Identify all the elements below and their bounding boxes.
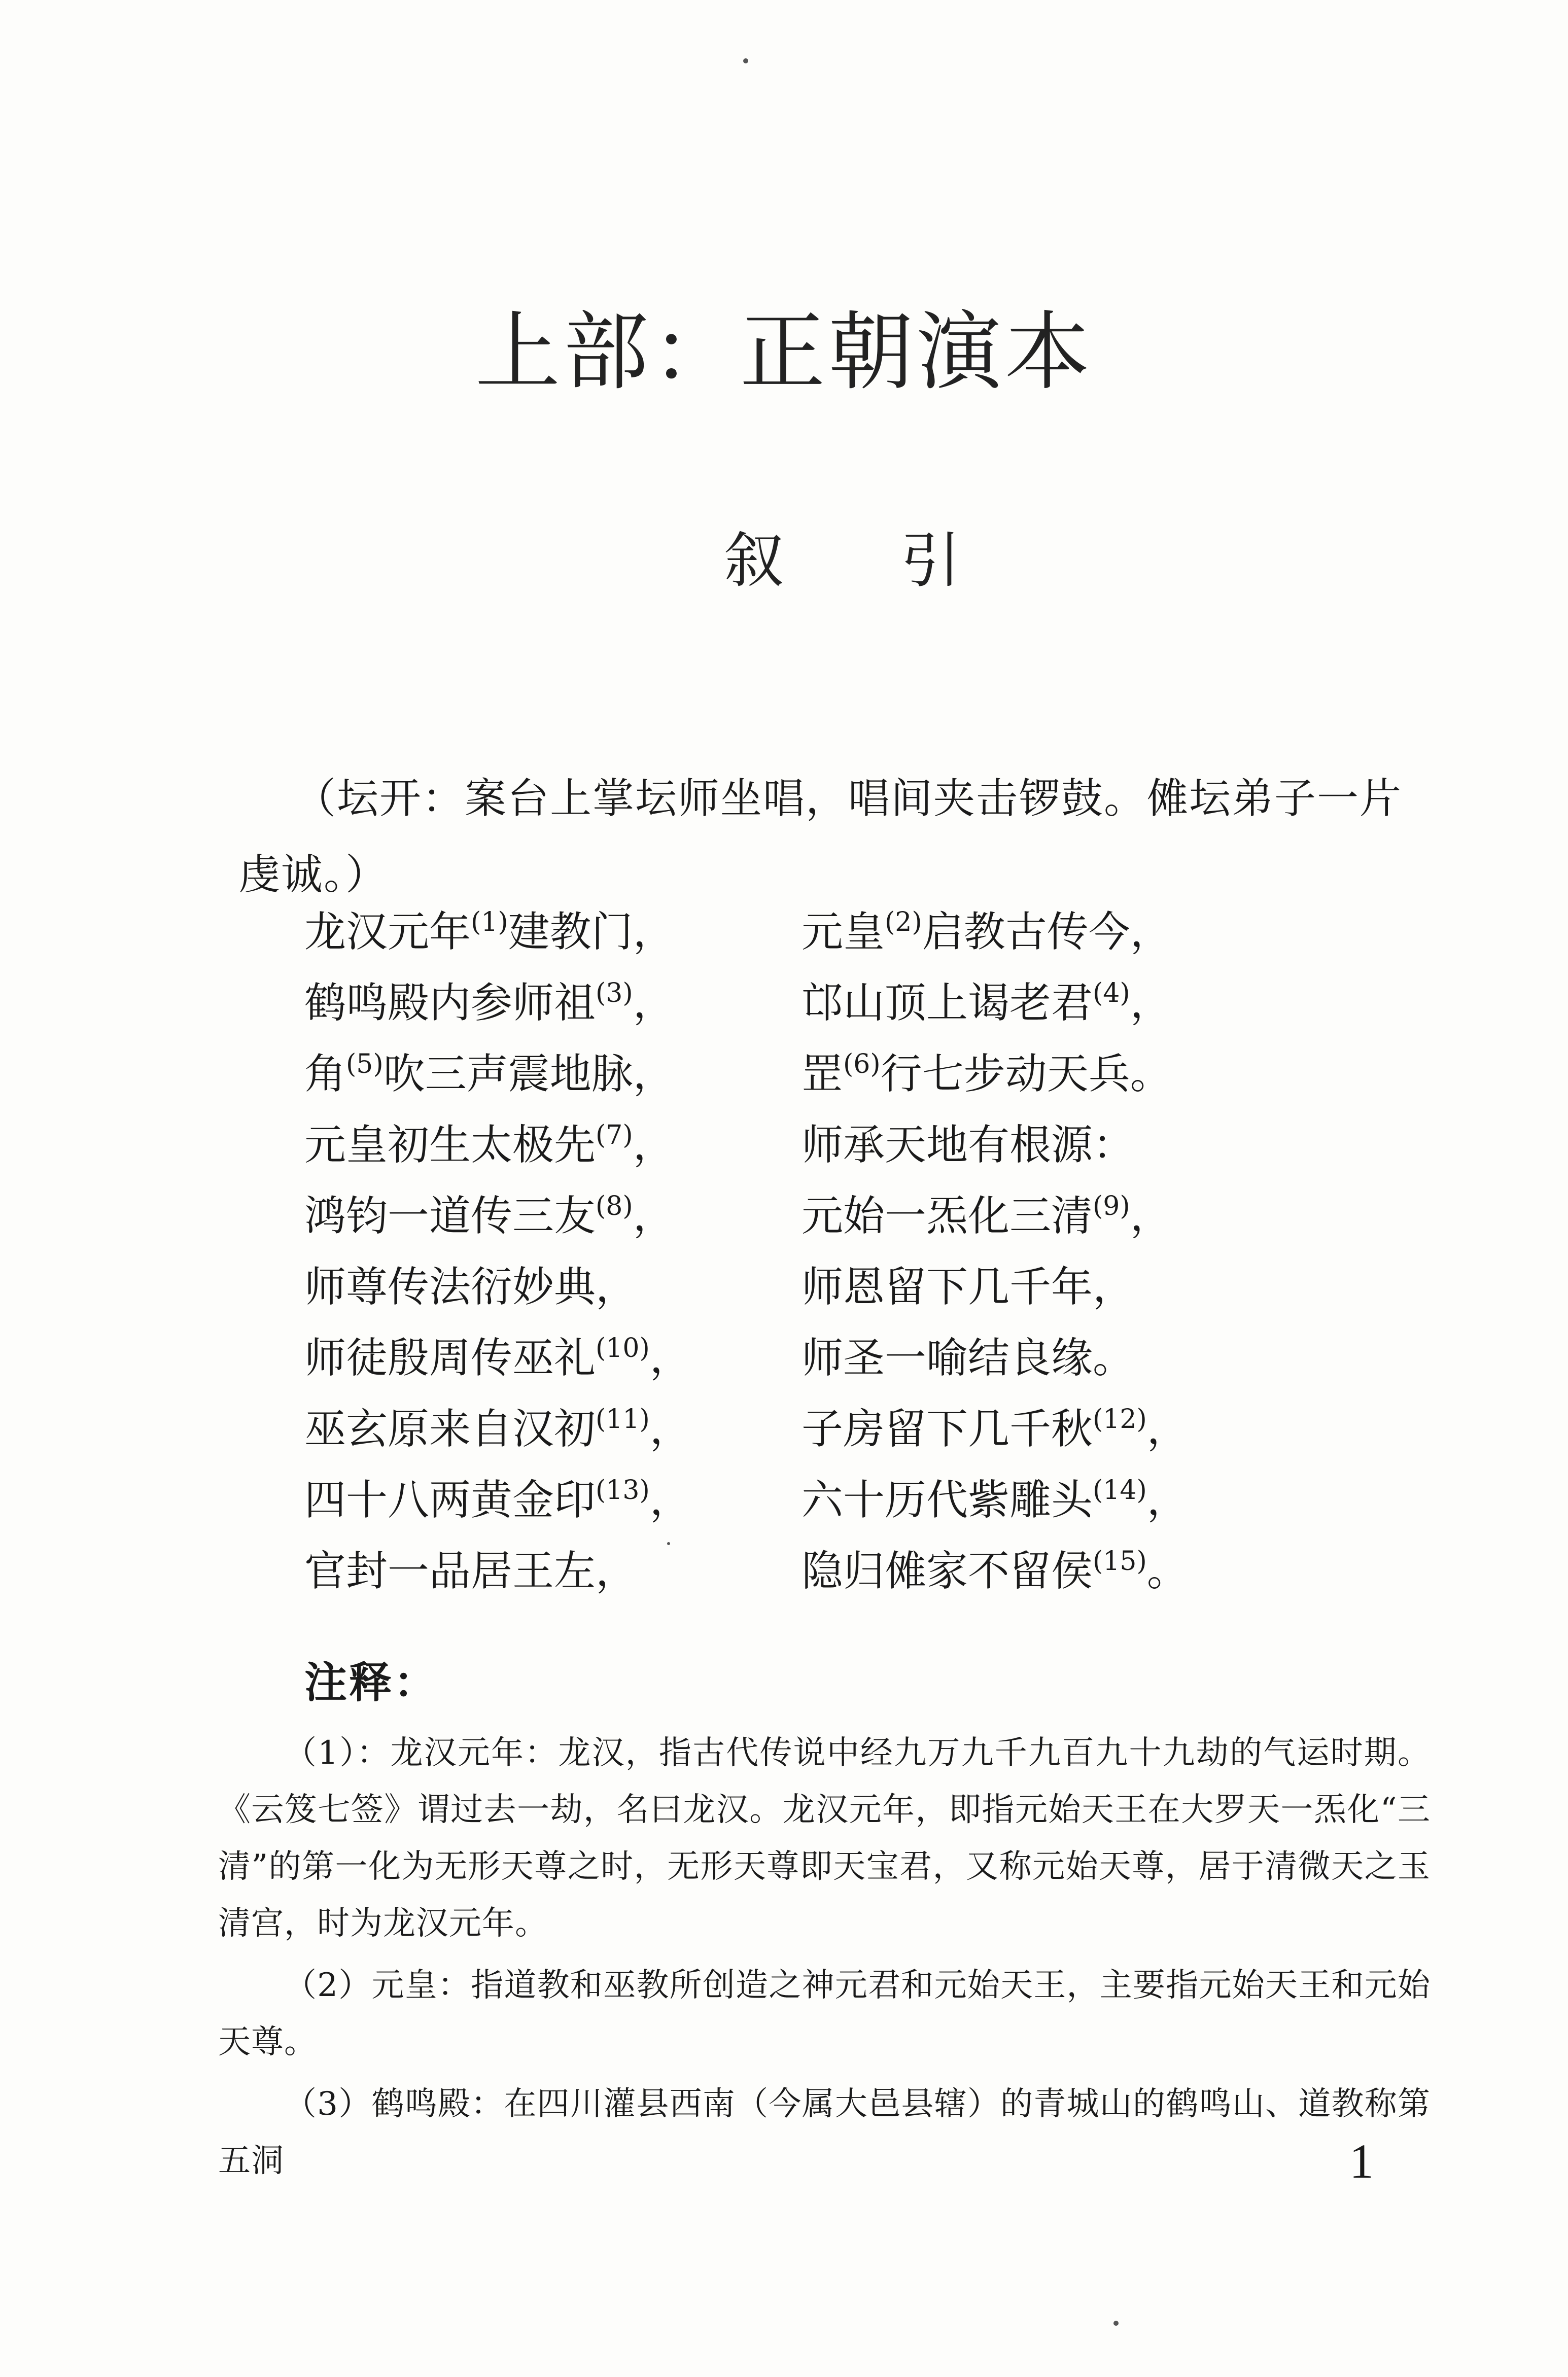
verse-left: 元皇初生太极先$^{(7)}$，: [304, 1120, 675, 1169]
notes-block: [218, 1725, 1431, 2194]
verse-right: 邙山顶上谒老君$^{(4)}$，: [802, 977, 1172, 1027]
note-paragraph: （2）元皇：指道教和巫教所创造之神元君和元始天王，主要指元始天王和元始天尊。: [218, 1967, 1431, 2061]
verse-left: 鹤鸣殿内参师祖$^{(3)}$，: [304, 977, 675, 1027]
scan-speck: [667, 1542, 670, 1545]
verse-right: 师恩留下几千年，: [802, 1263, 1135, 1311]
verse-right: 罡$^{(6)}$行七步动天兵。: [802, 1048, 1172, 1098]
verse-line: [304, 1106, 1420, 1177]
verse-left: 角$^{(5)}$吹三声震地脉，: [304, 1048, 675, 1098]
verse-left: 师徒殷周传巫礼$^{(10)}$，: [304, 1333, 691, 1382]
verse-line: [304, 1177, 1420, 1248]
part-title: 上部：正朝演本: [475, 302, 1093, 402]
verse-left: 鸿钧一道传三友$^{(8)}$，: [304, 1191, 675, 1240]
verse-line: [304, 893, 1420, 964]
note-paragraph: （1）：龙汉元年：龙汉，指古代传说中经九万九千九百九十九劫的气运时期。《云笈七签》谓过去一劫，名曰龙汉。龙汉元年，即指元始天王在大罗天一炁化“三清”的第一化为无形天尊之时，无形天尊即天宝君，又称元始天尊，居于清微天之玉清宫，时为龙汉元年。: [218, 1734, 1431, 1942]
verse-line: [304, 964, 1420, 1035]
verse-block: [304, 893, 1420, 1603]
verse-right: 隐归傩家不留侯$^{(15)}$。: [802, 1546, 1189, 1595]
verse-left: 龙汉元年$^{(1)}$建教门，: [304, 906, 675, 956]
verse-line: [304, 1532, 1420, 1603]
verse-right: 元皇$^{(2)}$启教古传今，: [802, 906, 1172, 956]
verse-left: 四十八两黄金印$^{(13)}$，: [304, 1475, 691, 1524]
verse-line: [304, 1035, 1420, 1106]
verse-line: [304, 1390, 1420, 1461]
verse-line: [304, 1461, 1420, 1532]
verse-left: 师尊传法衍妙典，: [304, 1263, 638, 1311]
verse-right: 六十历代紫雕头$^{(14)}$，: [802, 1475, 1189, 1524]
notes-heading: 注释：: [304, 1658, 439, 1707]
verse-right: 子房留下几千秋$^{(12)}$，: [802, 1404, 1189, 1453]
verse-left: 巫玄原来自汉初$^{(11)}$，: [304, 1404, 691, 1453]
stage-direction: （坛开：案台上掌坛师坐唱，唱间夹击锣鼓。傩坛弟子一片虔诚。）: [238, 775, 1403, 899]
verse-right: 元始一炁化三清$^{(9)}$，: [802, 1191, 1172, 1240]
scan-speck: [743, 58, 748, 63]
note-paragraph: （3）鹤鸣殿：在四川灌县西南（今属大邑县辖）的青城山的鹤鸣山、道教称第五洞: [218, 2085, 1431, 2180]
verse-left: 官封一品居王左，: [304, 1547, 638, 1595]
verse-line: [304, 1319, 1420, 1390]
section-title: 叙引: [724, 526, 1077, 596]
verse-right: 师承天地有根源：: [802, 1121, 1135, 1169]
verse-right: 师圣一喻结良缘。: [802, 1334, 1135, 1382]
page-number: 1: [1349, 2134, 1374, 2188]
scan-speck: [1113, 2321, 1119, 2326]
verse-line: [304, 1248, 1420, 1319]
